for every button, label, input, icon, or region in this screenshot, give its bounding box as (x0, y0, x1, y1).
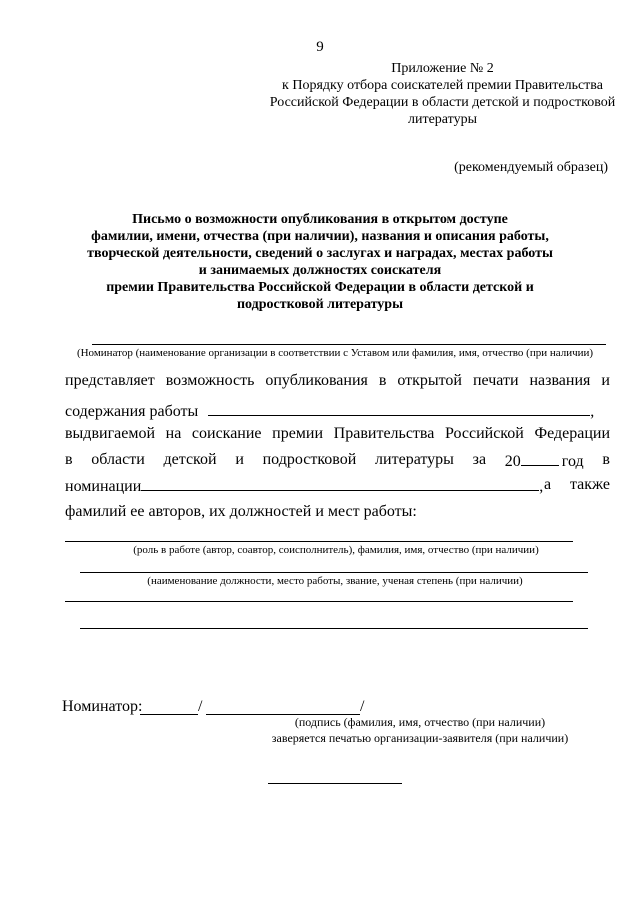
word: и (601, 372, 610, 389)
word: на (165, 425, 182, 442)
word: Российской (444, 425, 524, 442)
nomination-label: номинации (65, 478, 142, 495)
word: соискание (191, 425, 262, 442)
seal-caption: заверяется печатью организации-заявителя (при наличии) (271, 731, 569, 745)
word-god: год (561, 453, 584, 470)
title-line-4: и занимаемых должностях соискателя (198, 263, 442, 278)
line-2-comma: , (590, 403, 595, 420)
appendix-header (245, 60, 640, 128)
body-line-4 (65, 450, 610, 472)
work-content-label: содержания работы (65, 403, 199, 420)
nomination-fill-line[interactable] (141, 475, 539, 491)
word: печати (472, 372, 519, 389)
title-line-1: Письмо о возможности опубликования в открытом доступе (132, 212, 508, 227)
word: в (602, 451, 610, 468)
document-title (60, 211, 580, 313)
word: открытой (397, 372, 462, 389)
appendix-line-3: Российской Федерации в области детской и подростковой (269, 95, 616, 110)
signature-slash-1: / (198, 698, 203, 715)
word-a: а (544, 476, 552, 493)
word: названия (529, 372, 591, 389)
extra-fill-line-1[interactable] (65, 601, 573, 602)
signature-slash-2: / (360, 698, 365, 715)
appendix-line-2: к Порядку отбора соискателей премии Правительства (282, 78, 603, 93)
word: представляет (65, 372, 155, 389)
word: подростковой (262, 451, 357, 468)
title-line-2: фамилии, имени, отчества (при наличии), названия и описания работы, (91, 229, 549, 244)
word: Правительства (333, 425, 435, 442)
title-line-5: премии Правительства Российской Федерации в области детской и (106, 280, 534, 295)
signature-fill-line[interactable] (140, 714, 198, 715)
nominator-fill-line[interactable] (92, 344, 606, 345)
word: премии (272, 425, 324, 442)
word: и (235, 451, 244, 468)
word: выдвигаемой (65, 425, 156, 442)
word: в (378, 372, 387, 389)
title-line-3: творческой деятельности, сведений о заслугах и наградах, местах работы (87, 246, 553, 261)
word: возможность (165, 372, 255, 389)
bottom-separator (268, 783, 402, 784)
body-line-5 (65, 475, 610, 497)
year-fill-line[interactable] (521, 450, 559, 466)
authors-label: фамилий ее авторов, их должностей и мест работы: (65, 503, 417, 520)
appendix-line-1: Приложение № 2 (391, 61, 494, 76)
extra-fill-line-2[interactable] (80, 628, 588, 629)
body-line-2 (65, 400, 610, 422)
year-prefix: 20 (504, 453, 521, 470)
body-line-3 (65, 424, 610, 444)
year-group (505, 450, 584, 472)
word: в (65, 451, 73, 468)
title-line-6: подростковой литературы (236, 297, 404, 312)
work-title-fill-line[interactable] (208, 400, 590, 416)
page-number: 9 (316, 39, 324, 55)
body-line-1 (65, 371, 610, 391)
role-fill-line[interactable] (65, 541, 573, 542)
signature-caption: (подпись (фамилия, имя, отчество (при наличии) (294, 715, 546, 729)
nominator-caption: (Номинатор (наименование организации в соответствии с Уставом или фамилия, имя, отчество (при наличии) (76, 347, 594, 359)
word: за (472, 451, 487, 468)
word: области (91, 451, 145, 468)
appendix-line-4: литературы (407, 112, 477, 127)
position-caption: (наименование должности, место работы, звание, ученая степень (при наличии) (147, 575, 523, 587)
position-fill-line[interactable] (80, 572, 588, 573)
line-5-comma: , (539, 478, 544, 495)
nominator-signature-label: Номинатор: (62, 698, 143, 715)
word-also: также (569, 476, 610, 493)
word: опубликования (265, 372, 368, 389)
word: Федерации (534, 425, 610, 442)
role-caption: (роль в работе (автор, соавтор, соисполнитель), фамилия, имя, отчество (при наличии) (133, 544, 539, 556)
recommended-sample-label: (рекомендуемый образец) (454, 160, 608, 175)
body-line-6 (65, 502, 610, 522)
word: детской (163, 451, 217, 468)
word: литературы (375, 451, 454, 468)
